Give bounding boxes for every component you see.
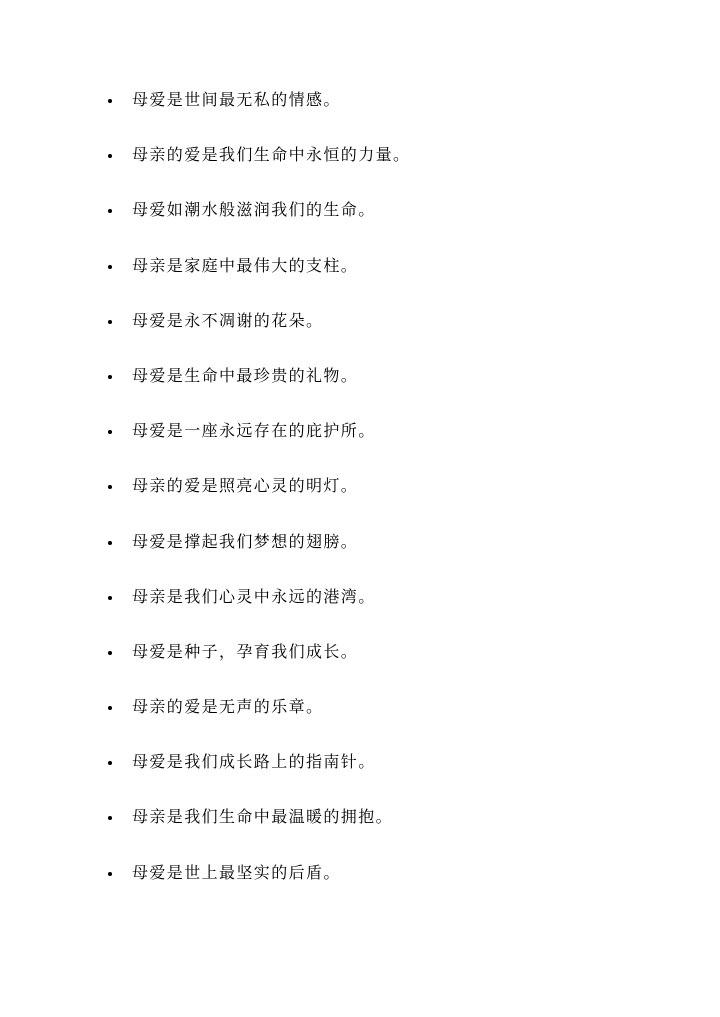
bullet-icon <box>108 375 112 379</box>
list-item <box>108 583 668 638</box>
list-item <box>108 141 668 196</box>
list-item <box>108 472 668 527</box>
bullet-icon <box>108 541 112 545</box>
list-item-text: 母亲的爱是照亮心灵的明灯。 <box>132 476 359 496</box>
list-item-text: 母亲的爱是无声的乐章。 <box>132 697 324 717</box>
bullet-icon <box>108 596 112 600</box>
list-item-text: 母亲的爱是我们生命中永恒的力量。 <box>132 145 411 165</box>
list-item <box>108 638 668 693</box>
bullet-icon <box>108 816 112 820</box>
list-item-text: 母爱是生命中最珍贵的礼物。 <box>132 365 359 385</box>
bullet-icon <box>108 209 112 213</box>
list-item-text: 母爱是永不凋谢的花朵。 <box>132 310 324 330</box>
bullet-icon <box>108 430 112 434</box>
list-item-text: 母亲是家庭中最伟大的支柱。 <box>132 255 359 275</box>
list-item-text: 母爱如潮水般滋润我们的生命。 <box>132 200 376 220</box>
list-item <box>108 362 668 417</box>
bullet-icon <box>108 651 112 655</box>
list-item <box>108 252 668 307</box>
list-item-text: 母爱是我们成长路上的指南针。 <box>132 752 376 772</box>
list-item <box>108 417 668 472</box>
bullet-icon <box>108 872 112 876</box>
list-item <box>108 859 668 914</box>
bullet-icon <box>108 99 112 103</box>
bullet-icon <box>108 320 112 324</box>
bullet-icon <box>108 761 112 765</box>
bullet-icon <box>108 485 112 489</box>
list-item-text: 母亲是我们生命中最温暖的拥抱。 <box>132 807 394 827</box>
list-item <box>108 693 668 748</box>
list-item-text: 母爱是世间最无私的情感。 <box>132 90 341 109</box>
list-item <box>108 86 668 141</box>
list-item-text: 母爱是种子，孕育我们成长。 <box>132 641 359 661</box>
list-item <box>108 748 668 803</box>
list-item <box>108 803 668 858</box>
list-item-text: 母亲是我们心灵中永远的港湾。 <box>132 586 376 606</box>
list-item-text: 母爱是一座永远存在的庇护所。 <box>132 421 376 441</box>
bullet-icon <box>108 265 112 269</box>
bullet-icon <box>108 154 112 158</box>
list-item-text: 母爱是撑起我们梦想的翅膀。 <box>132 531 359 551</box>
bullet-list <box>108 86 668 914</box>
list-item <box>108 307 668 362</box>
list-item <box>108 196 668 251</box>
list-item-text: 母爱是世上最坚实的后盾。 <box>132 862 341 882</box>
bullet-icon <box>108 706 112 710</box>
list-item <box>108 528 668 583</box>
